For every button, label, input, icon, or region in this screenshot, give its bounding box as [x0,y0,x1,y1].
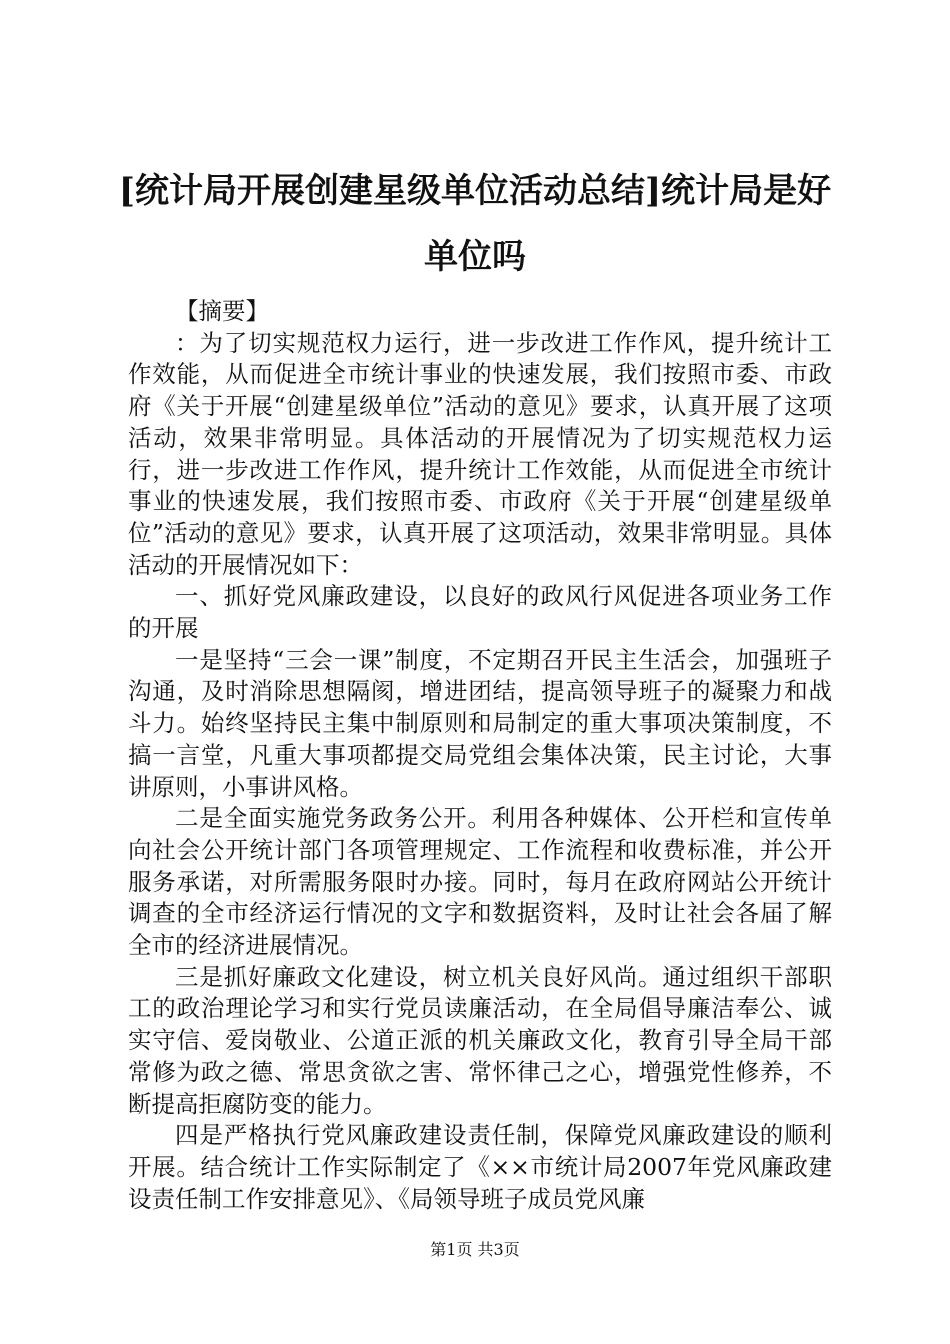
document-title: [统计局开展创建星级单位活动总结]统计局是好单位吗 [118,171,832,277]
paragraph-item-2: 二是全面实施党务政务公开。利用各种媒体、公开栏和宣传单向社会公开统计部门各项管理规定、工作流程和收费标准，并公开服务承诺，对所需服务限时办接。同时，每月在政府网站公开统计调查的全市经济运行情况的文字和数据资料，及时让社会各届了解全市的经济进展情况。 [128,804,832,960]
paragraph-item-4: 四是严格执行党风廉政建设责任制，保障党风廉政建设的顺利开展。结合统计工作实际制定了《××市统计局2007年党风廉政建设责任制工作安排意见》、《局领导班子成员党风廉 [128,1121,832,1213]
paragraph-item-3: 三是抓好廉政文化建设，树立机关良好风尚。通过组织干部职工的政治理论学习和实行党员读廉活动，在全局倡导廉洁奉公、诚实守信、爱岗敬业、公道正派的机关廉政文化，教育引导全局干部常修为政之德、常思贪欲之害、常怀律己之心，增强党性修养，不断提高拒腐防变的能力。 [128,962,832,1118]
page-footer: 第1页 共3页 [430,1240,520,1259]
section-heading-1: 一、抓好党风廉政建设，以良好的政风行风促进各项业务工作的开展 [128,582,832,643]
document-body [128,296,832,1215]
abstract-label: 【摘要】 [175,297,269,325]
paragraph-item-1: 一是坚持“三会一课”制度，不定期召开民主生活会，加强班子沟通，及时消除思想隔阂，增进团结，提高领导班子的凝聚力和战斗力。始终坚持民主集中制原则和局制定的重大事项决策制度，不搞一言堂，凡重大事项都提交局党组会集体决策，民主讨论，大事讲原则，小事讲风格。 [128,645,832,801]
paragraph-intro: ：为了切实规范权力运行，进一步改进工作作风，提升统计工作效能，从而促进全市统计事业的快速发展，我们按照市委、市政府《关于开展“创建星级单位”活动的意见》要求，认真开展了这项活动，效果非常明显。具体活动的开展情况为了切实规范权力运行，进一步改进工作作风，提升统计工作效能，从而促进全市统计事业的快速发展，我们按照市委、市政府《关于开展“创建星级单位”活动的意见》要求，认真开展了这项活动，效果非常明显。具体活动的开展情况如下： [128,328,832,579]
